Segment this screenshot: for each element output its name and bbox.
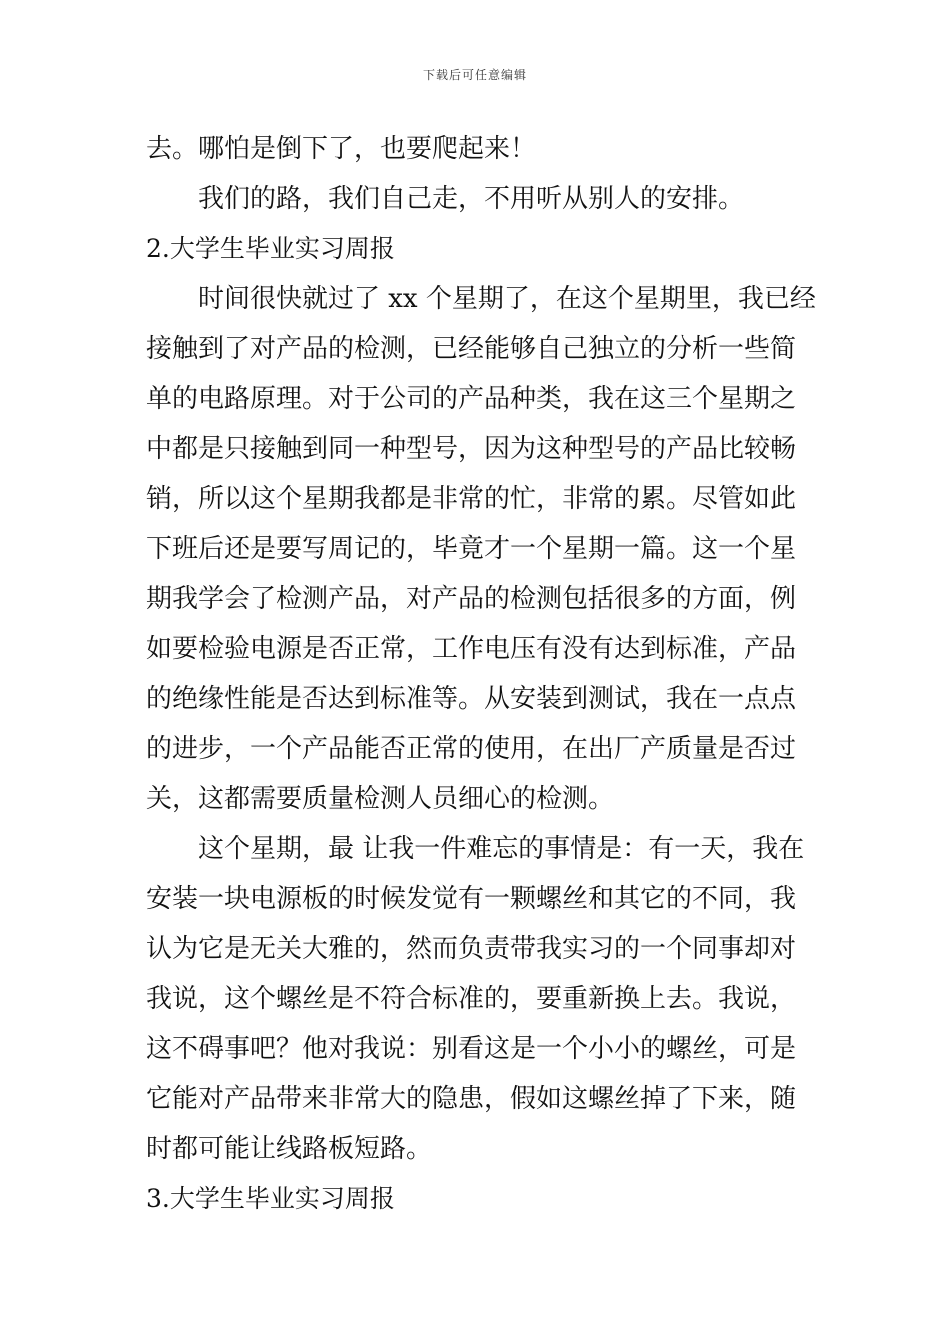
paragraph-line: 时间很快就过了 xx 个星期了，在这个星期里，我已经 xyxy=(198,284,816,314)
paragraph-line: 单的电路原理。对于公司的产品种类，我在这三个星期之 xyxy=(146,384,797,414)
paragraph-line: 时都可能让线路板短路。 xyxy=(146,1134,433,1164)
paragraph-line: 这不碍事吧？他对我说：别看这是一个小小的螺丝，可是 xyxy=(146,1034,797,1064)
paragraph-line: 我说，这个螺丝是不符合标准的，要重新换上去。我说， xyxy=(146,984,797,1014)
document-body xyxy=(146,124,816,1224)
paragraph-line: 期我学会了检测产品，对产品的检测包括很多的方面，例 xyxy=(146,584,797,614)
paragraph-line: 去。哪怕是倒下了，也要爬起来！ xyxy=(146,134,537,164)
paragraph-line: 认为它是无关大雅的，然而负责带我实习的一个同事却对 xyxy=(146,934,797,964)
paragraph-line: 销，所以这个星期我都是非常的忙，非常的累。尽管如此 xyxy=(146,484,797,514)
paragraph-line: 下班后还是要写周记的，毕竟才一个星期一篇。这一个星 xyxy=(146,534,797,564)
paragraph-line: 如要检验电源是否正常，工作电压有没有达到标准，产品 xyxy=(146,634,797,664)
paragraph-line: 中都是只接触到同一种型号，因为这种型号的产品比较畅 xyxy=(146,434,797,464)
paragraph-line: 接触到了对产品的检测，已经能够自己独立的分析一些简 xyxy=(146,334,797,364)
paragraph-line: 安装一块电源板的时候发觉有一颗螺丝和其它的不同，我 xyxy=(146,884,797,914)
paragraph-line: 的绝缘性能是否达到标准等。从安装到测试，我在一点点 xyxy=(146,684,797,714)
paragraph-line: 这个星期，最 让我一件难忘的事情是：有一天，我在 xyxy=(198,834,805,864)
paragraph-line: 它能对产品带来非常大的隐患，假如这螺丝掉了下来，随 xyxy=(146,1084,797,1114)
paragraph-line: 我们的路，我们自己走，不用听从别人的安排。 xyxy=(198,184,745,214)
paragraph-line: 关，这都需要质量检测人员细心的检测。 xyxy=(146,784,615,814)
page-header: 下载后可任意编辑 xyxy=(422,68,527,82)
section-heading: 2.大学生毕业实习周报 xyxy=(146,234,395,263)
paragraph-line: 的进步，一个产品能否正常的使用，在出厂产质量是否过 xyxy=(146,734,797,764)
section-heading: 3.大学生毕业实习周报 xyxy=(146,1184,395,1213)
